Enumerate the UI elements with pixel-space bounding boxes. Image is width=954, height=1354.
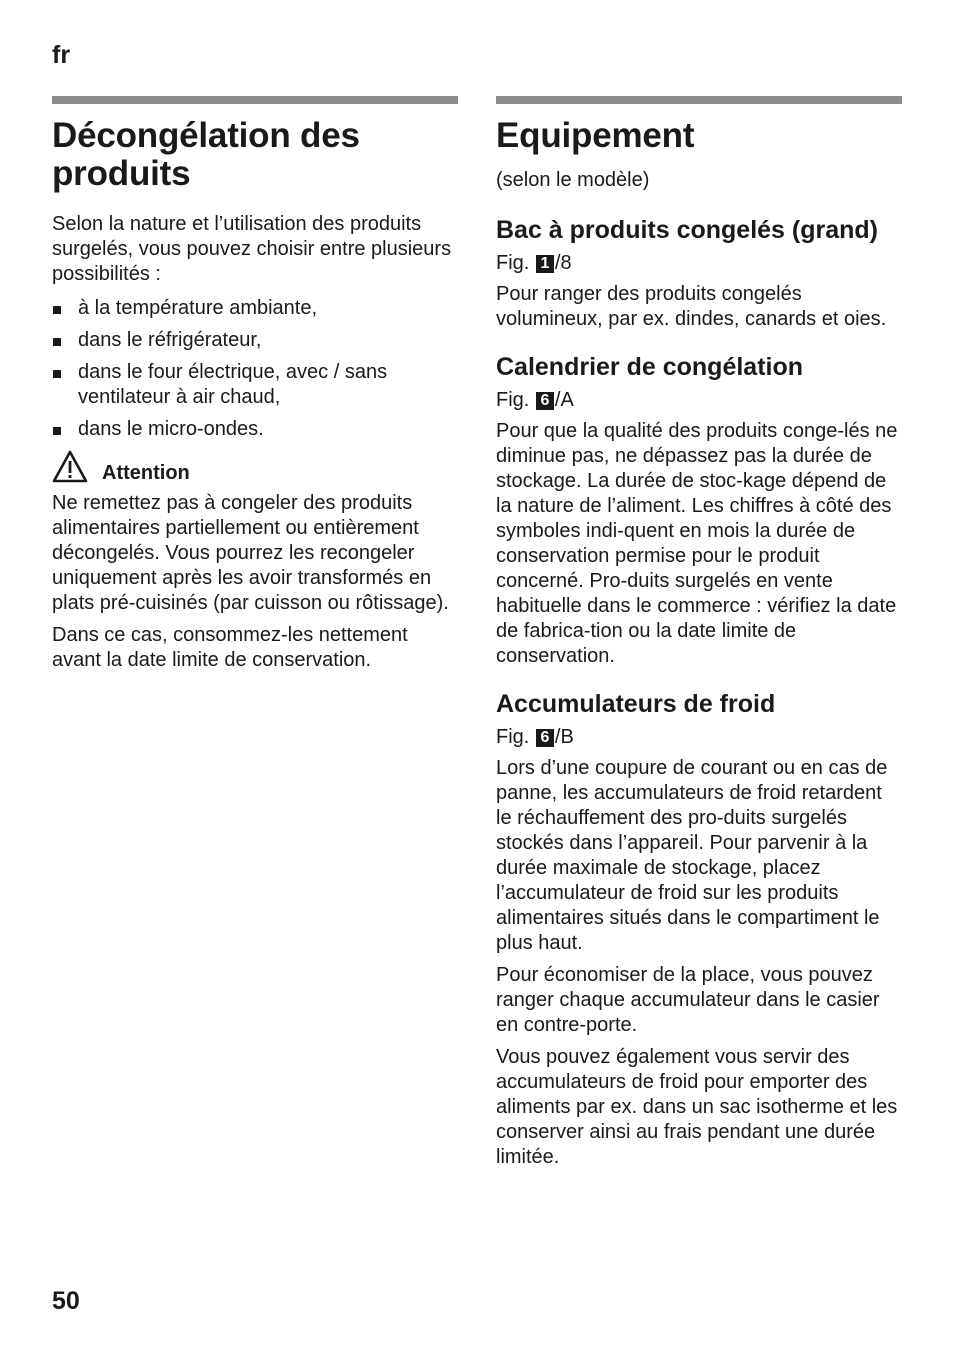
section-accumulateurs bbox=[496, 689, 902, 1170]
list-item: à la température ambiante, bbox=[52, 296, 458, 321]
figure-reference: Fig. 6 /A bbox=[496, 389, 574, 411]
body-paragraph: Lors d’une coupure de courant ou en cas de panne, les accumulateurs de froid retardent le réchauffement des pro-duits surgelés stockés dans l’appareil. Pour parvenir à la durée maximale de stockage, placez l’accumulateur de froid sur les produits alimentaires situés dans le compartiment le plus haut. bbox=[496, 757, 888, 954]
figure-reference: Fig. 1 /8 bbox=[496, 252, 572, 274]
right-column bbox=[496, 96, 902, 1177]
attention-label: Attention bbox=[102, 462, 190, 484]
square-bullet-icon bbox=[53, 370, 61, 378]
section-bac-produits bbox=[496, 215, 902, 332]
options-list bbox=[52, 296, 458, 442]
closing-paragraph: Dans ce cas, consommez-les nettement avant la date limite de conservation. bbox=[52, 624, 408, 671]
section-title: Décongélation des produits bbox=[52, 116, 360, 193]
subsection-heading: Bac à produits congelés (grand) bbox=[496, 216, 879, 244]
section-rule bbox=[52, 96, 458, 104]
figure-number-badge: 6 bbox=[536, 392, 554, 410]
body-paragraph: Pour économiser de la place, vous pouvez ranger chaque accumulateur dans le casier en contre-porte. bbox=[496, 964, 880, 1036]
language-tag: fr bbox=[52, 41, 71, 69]
section-subtitle: (selon le modèle) bbox=[496, 169, 650, 191]
figure-number-badge: 1 bbox=[536, 255, 554, 273]
page-number: 50 bbox=[52, 1287, 80, 1315]
body-paragraph: Vous pouvez également vous servir des accumulateurs de froid pour emporter des aliments par ex. dans un sac isotherme et les conserver ainsi au frais pendant une durée limitée. bbox=[496, 1046, 898, 1168]
attention-paragraph: Ne remettez pas à congeler des produits alimentaires partiellement ou entièrement décongelés. Vous pourrez les recongeler uniquement après les avoir transformés en plats pré-cuisinés (par cuisson ou rôtissage). bbox=[52, 492, 449, 614]
body-paragraph: Pour ranger des produits congelés volumineux, par ex. dindes, canards et oies. bbox=[496, 283, 887, 330]
section-calendrier bbox=[496, 352, 902, 669]
intro-paragraph: Selon la nature et l’utilisation des produits surgelés, vous pouvez choisir entre plusieurs possibilités : bbox=[52, 213, 452, 285]
square-bullet-icon bbox=[53, 338, 61, 346]
figure-number-badge: 6 bbox=[536, 729, 554, 747]
subsection-heading: Calendrier de congélation bbox=[496, 353, 804, 381]
body-paragraph: Pour que la qualité des produits conge-lés ne diminue pas, ne dépassez pas la durée de stockage. La durée de stoc-kage dépend de la nature de l’aliment. Les chiffres à côté des symboles indi-quent en mois la durée de conservation permise pour le produit concerné. Pro-duits surgelés en vente habituelle dans le commerce : vérifiez la date de fabrica-tion ou la date limite de conservation. bbox=[496, 420, 898, 667]
square-bullet-icon bbox=[53, 427, 61, 435]
left-column bbox=[52, 96, 458, 680]
list-item: dans le four électrique, avec / sans ventilateur à air chaud, bbox=[52, 360, 458, 410]
figure-reference: Fig. 6 /B bbox=[496, 726, 574, 748]
section-rule bbox=[496, 96, 902, 104]
square-bullet-icon bbox=[53, 306, 61, 314]
warning-triangle-icon bbox=[52, 450, 88, 483]
section-title: Equipement bbox=[496, 116, 695, 155]
subsection-heading: Accumulateurs de froid bbox=[496, 690, 776, 718]
list-item: dans le micro-ondes. bbox=[52, 417, 458, 442]
attention-notice bbox=[52, 450, 458, 483]
list-item: dans le réfrigérateur, bbox=[52, 328, 458, 353]
